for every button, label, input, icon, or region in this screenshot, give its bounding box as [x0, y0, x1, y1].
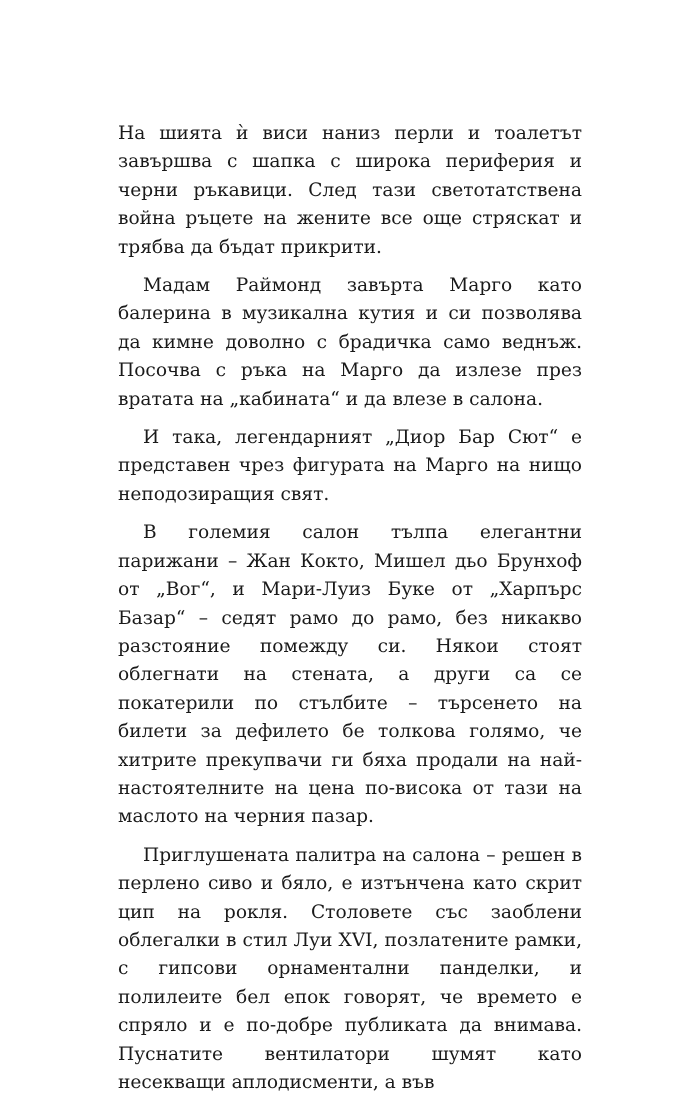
- paragraph-1: На шията ѝ виси наниз перли и тоалетът завършва с шапка с широка периферия и черни ръкавици. След тази светотатствена война ръцете на жените все още стряскат и трябва да бъдат прикрити.: [118, 123, 582, 258]
- paragraph-5: Приглушената палитра на салона – решен в перлено сиво и бяло, е изтънчена като скрит цип на рокля. Столовете със заоблени облегалки в стил Луи XVI, позлатените рамки, с гипсови орнаментални панделки, и полилеите бел епок говорят, че времето е спряло и е по-добре публиката да внимава. Пуснатите вентилатори шумят като несекващи аплодисменти, а във: [118, 844, 582, 1093]
- paragraph-2: Мадам Раймонд завърта Марго като балерина в музикална кутия и си позволява да кимне доволно с брадичка само веднъж. Посочва с ръка на Марго да излезе през вратата на „кабината“ и да влезе в салона.: [118, 275, 582, 410]
- paragraph-4: В големия салон тълпа елегантни парижани – Жан Кокто, Мишел дьо Брунхоф от „Вог“, и Мари-Луиз Буке от „Харпърс Базар“ – седят рамо до рамо, без никакво разстояние помежду си. Някои стоят облегнати на стената, а други са се покатерили по стълбите – търсенето на билети за дефилето бе толкова голямо, че хитрите прекупвачи ги бяха продали на най-настоятелните на цена по-висока от тази на маслото на черния пазар.: [118, 522, 582, 828]
- body-text: [118, 120, 582, 1107]
- paragraph-3: И така, легендарният „Диор Бар Сют“ е представен чрез фигурата на Марго на нищо неподозиращия свят.: [118, 427, 582, 505]
